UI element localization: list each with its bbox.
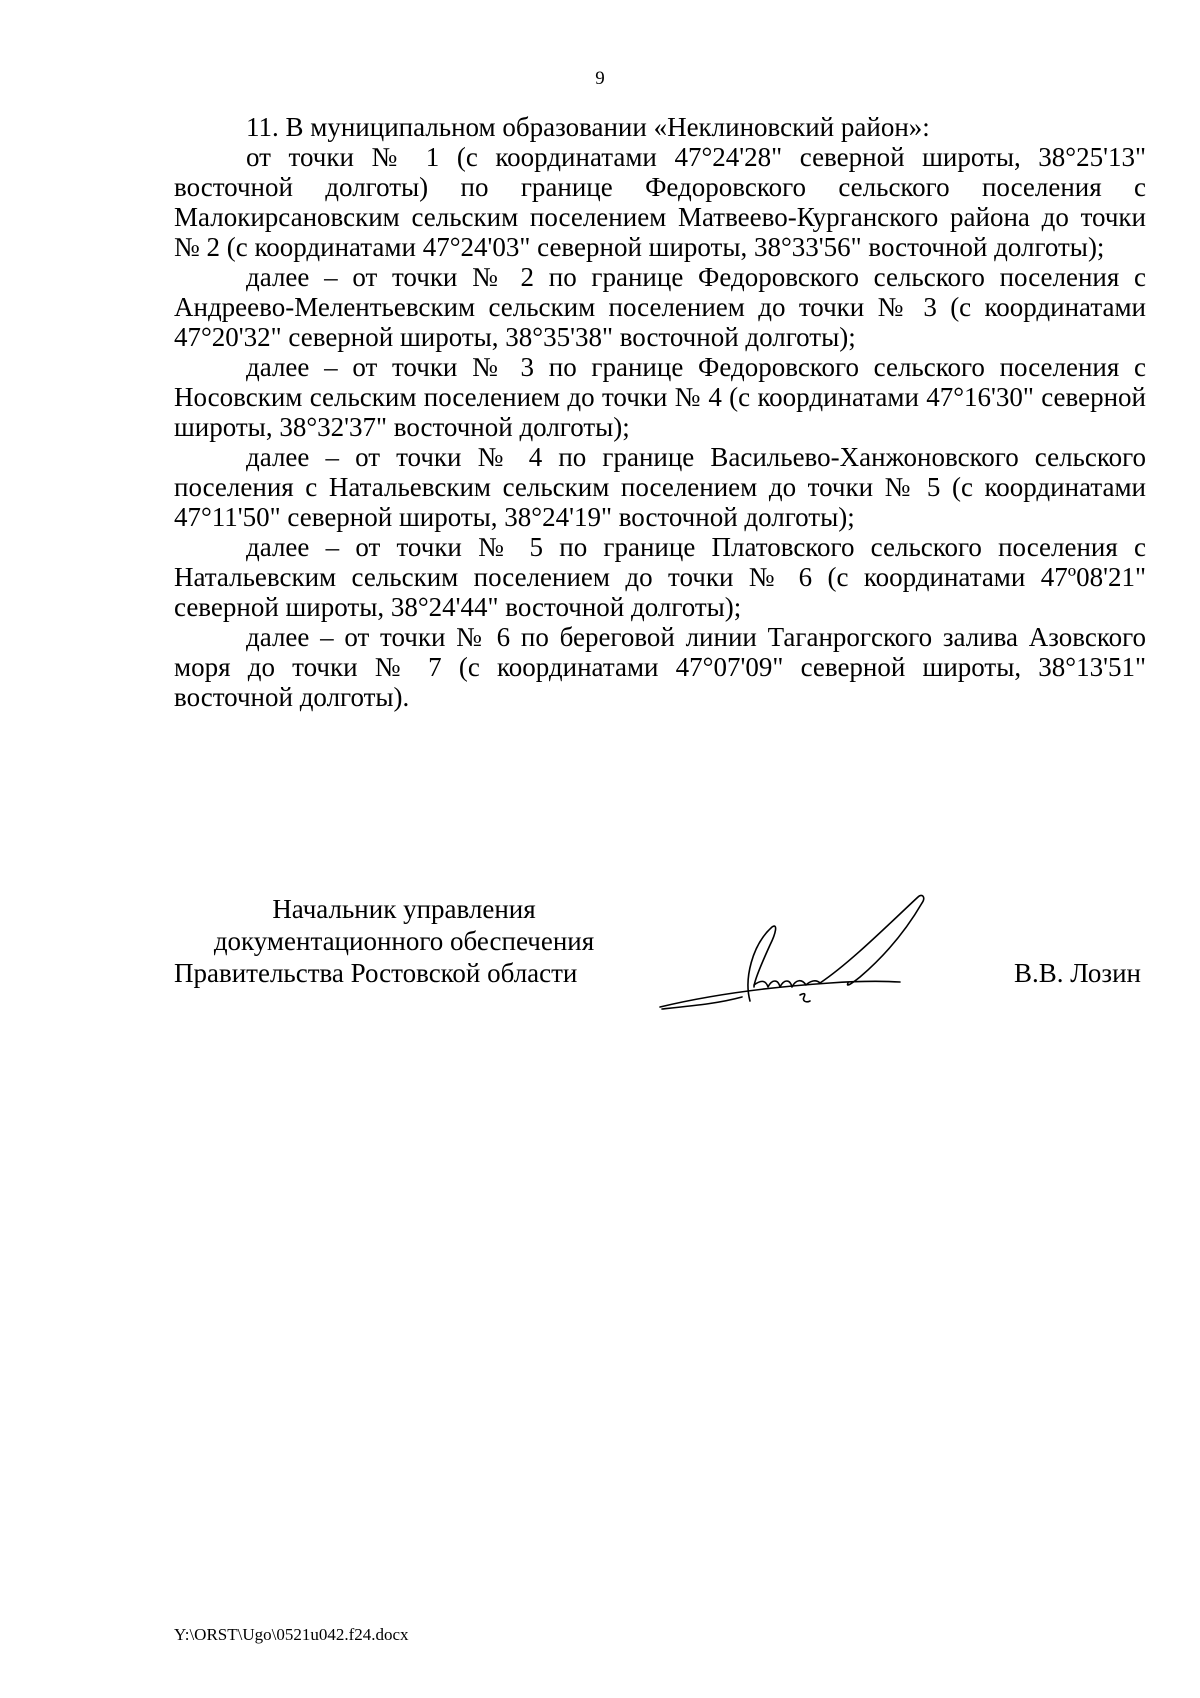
paragraph-point-4: далее – от точки № 4 по границе Васильево-Ханжоновского сельского поселения с Натальевским сельским поселением до точки № 5 (с координатами 47°11'50" северной широты, 38°24'19" восточной долготы); — [174, 442, 1146, 532]
page-number: 9 — [595, 68, 605, 89]
signatory-name: В.В. Лозин — [1014, 958, 1141, 988]
paragraph-point-1: от точки № 1 (с координатами 47°24'28" северной широты, 38°25'13" восточной долготы) по границе Федоровского сельского поселения с Малокирсановским сельским поселением Матвеево-Курганского района до точки № 2 (с координатами 47°24'03" северной широты, 38°33'56" восточной долготы); — [174, 142, 1146, 262]
handwritten-signature — [650, 883, 980, 1023]
signatory-title-line-3: Правительства Ростовской области — [174, 958, 578, 988]
signatory-title-line-1: Начальник управления — [272, 894, 536, 924]
paragraph-heading: 11. В муниципальном образовании «Неклиновский район»: — [246, 112, 930, 142]
document-body — [174, 112, 1146, 712]
paragraph-point-6: далее – от точки № 6 по береговой линии Таганрогского залива Азовского моря до точки № 7 (с координатами 47°07'09" северной широты, 38°13'51" восточной долготы). — [174, 622, 1146, 712]
signatory-title-line-2: документационного обеспечения — [213, 926, 595, 956]
footer-file-path: Y:\ORST\Ugo\0521u042.f24.docx — [174, 1625, 409, 1644]
paragraph-point-5: далее – от точки № 5 по границе Платовского сельского поселения с Натальевским сельским поселением до точки № 6 (с координатами 47º08'21" северной широты, 38°24'44" восточной долготы); — [174, 532, 1146, 622]
paragraph-point-2: далее – от точки № 2 по границе Федоровского сельского поселения с Андреево-Мелентьевским сельским поселением до точки № 3 (с координатами 47°20'32" северной широты, 38°35'38" восточной долготы); — [174, 262, 1146, 352]
paragraph-point-3: далее – от точки № 3 по границе Федоровского сельского поселения с Носовским сельским поселением до точки № 4 (с координатами 47°16'30" северной широты, 38°32'37" восточной долготы); — [174, 352, 1146, 442]
signatory-title — [174, 893, 634, 989]
signature-block — [0, 893, 1200, 1053]
